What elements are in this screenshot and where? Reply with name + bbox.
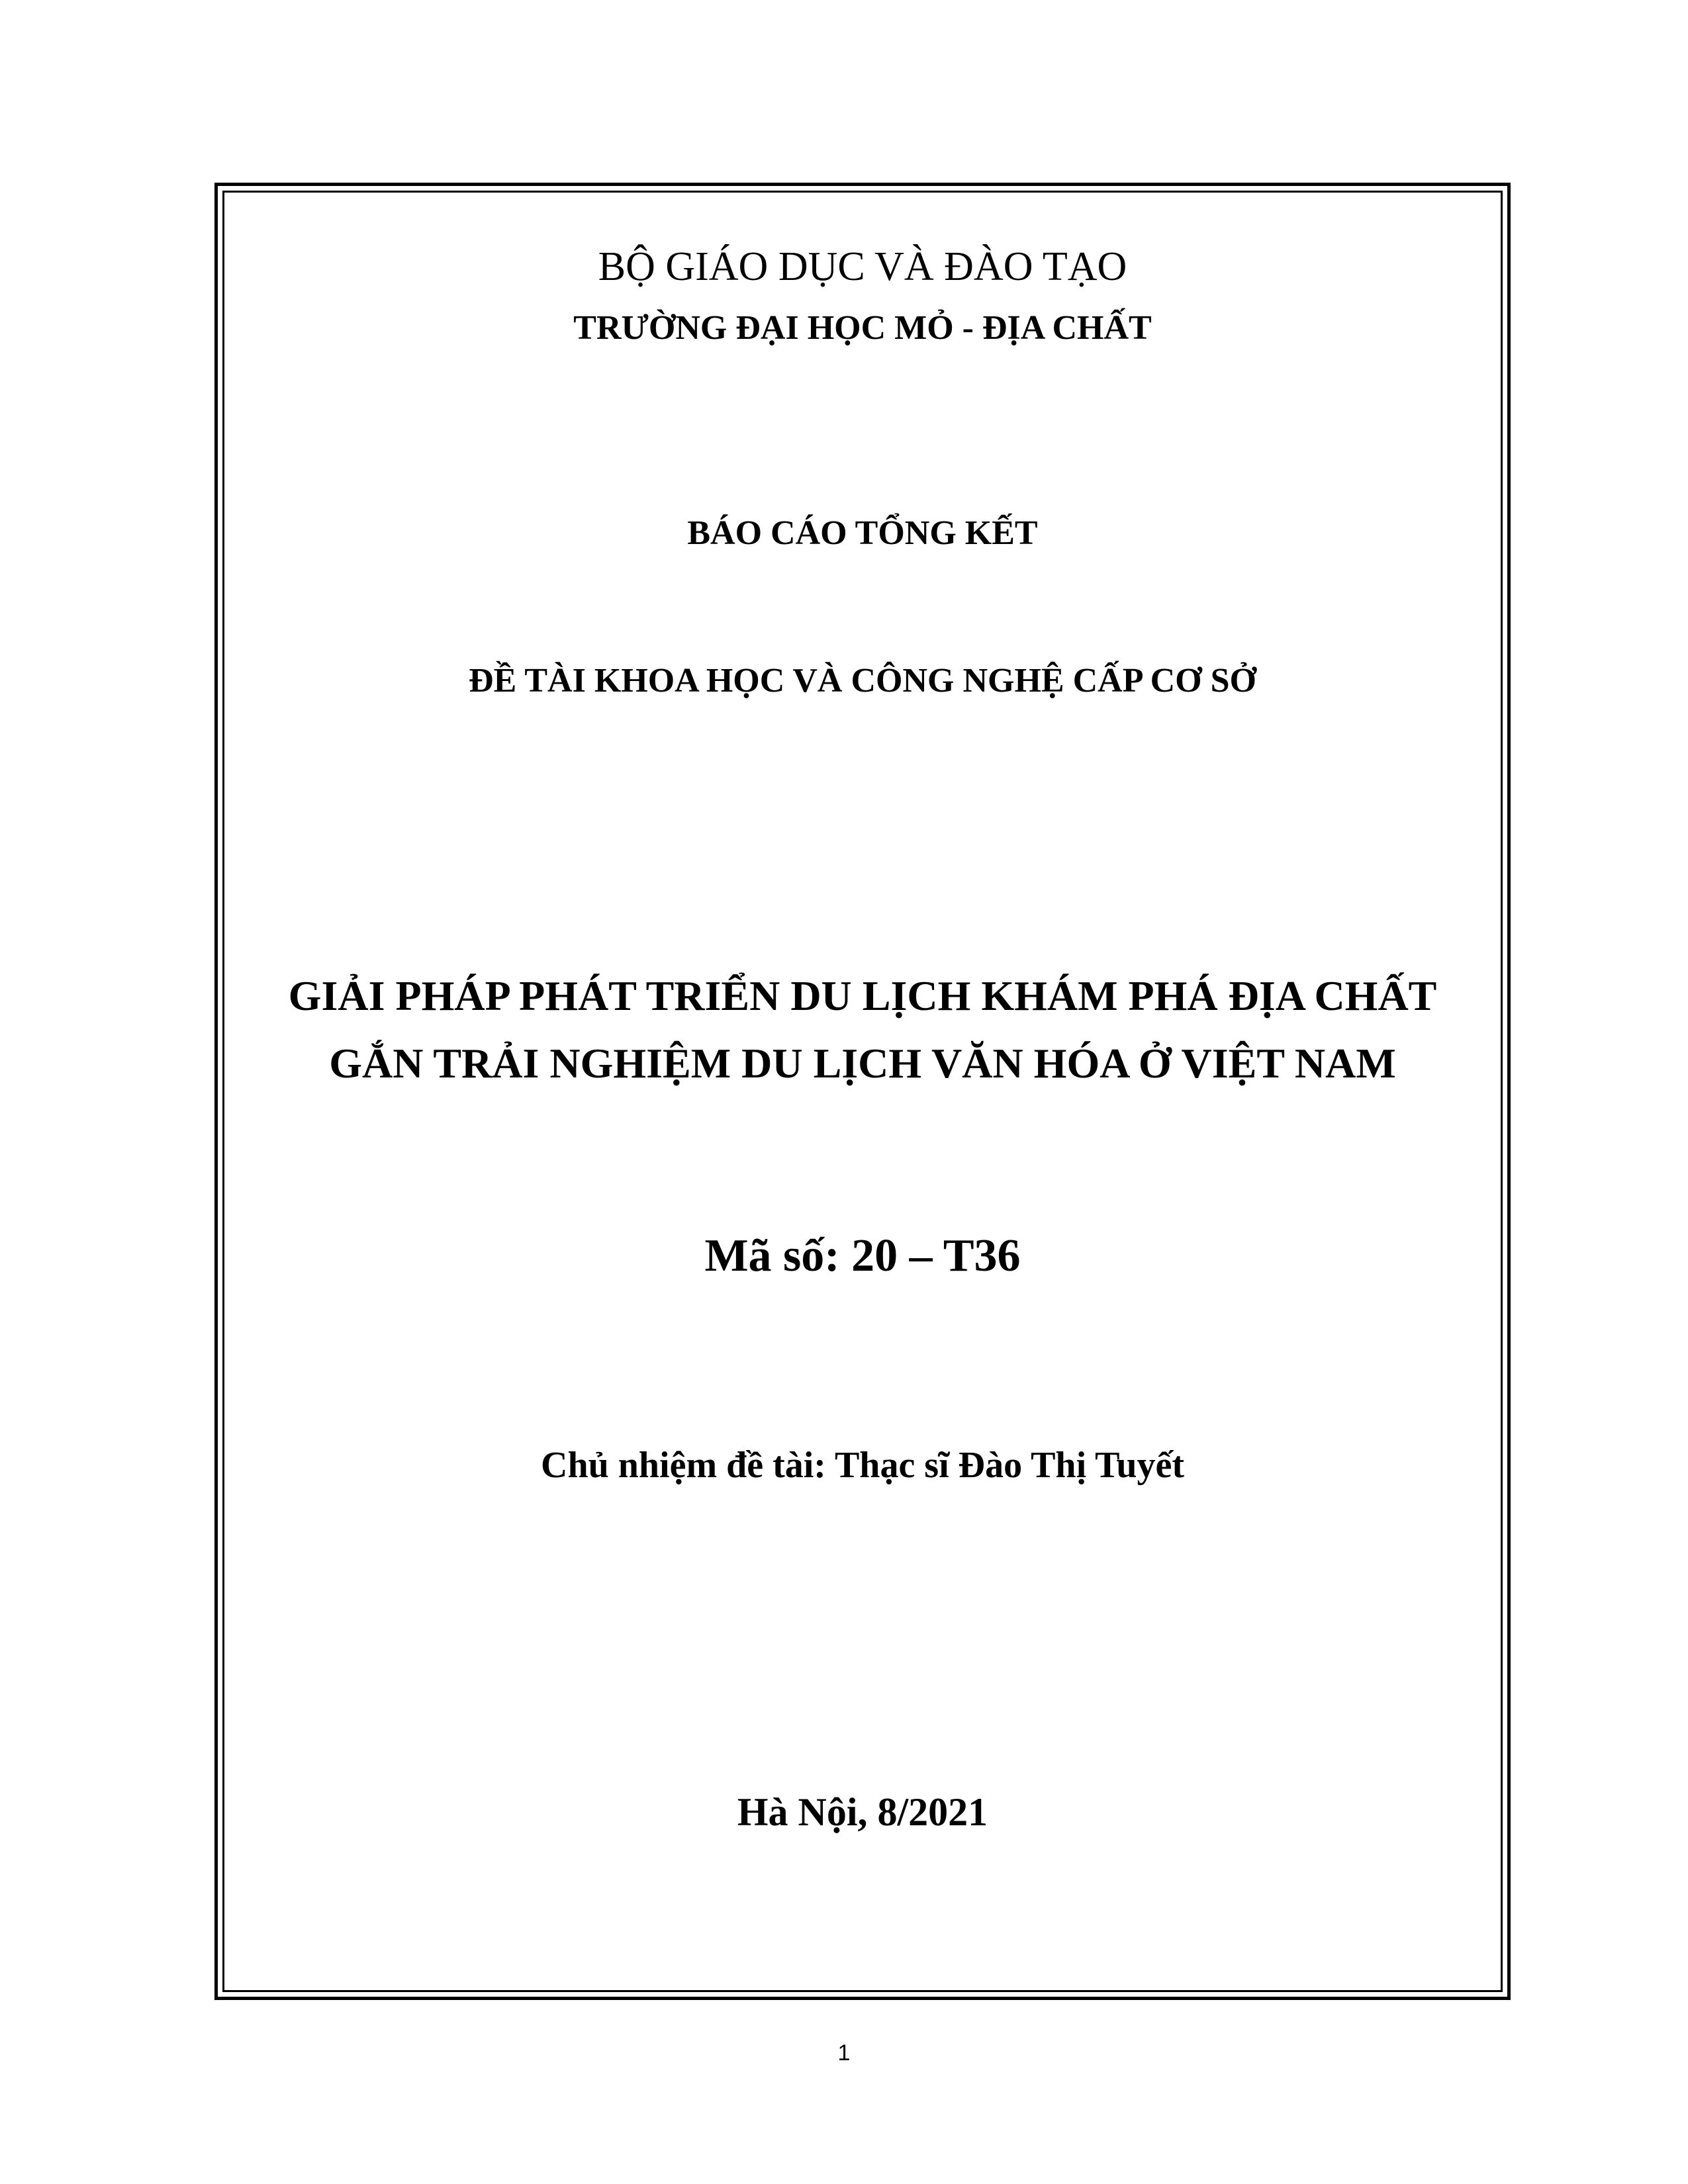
page-number: 1: [837, 2040, 851, 2066]
project-level: ĐỀ TÀI KHOA HỌC VÀ CÔNG NGHỆ CẤP CƠ SỞ: [469, 662, 1256, 700]
project-lead: Chủ nhiệm đề tài: Thạc sĩ Đào Thị Tuyết: [541, 1445, 1184, 1486]
document-title-line-1: GIẢI PHÁP PHÁT TRIỂN DU LỊCH KHÁM PHÁ ĐỊA CHẤT: [288, 972, 1437, 1019]
project-code: Mã số: 20 – T36: [704, 1230, 1021, 1281]
report-type: BÁO CÁO TỔNG KẾT: [687, 514, 1038, 552]
document-title-line-2: GẮN TRẢI NGHIỆM DU LỊCH VĂN HÓA Ở VIỆT NAM: [329, 1040, 1396, 1087]
ministry-heading: BỘ GIÁO DỤC VÀ ĐÀO TẠO: [598, 244, 1127, 289]
page-border-inner: [222, 191, 1503, 1992]
university-heading: TRƯỜNG ĐẠI HỌC MỎ - ĐỊA CHẤT: [573, 309, 1152, 347]
place-and-date: Hà Nội, 8/2021: [737, 1790, 988, 1834]
